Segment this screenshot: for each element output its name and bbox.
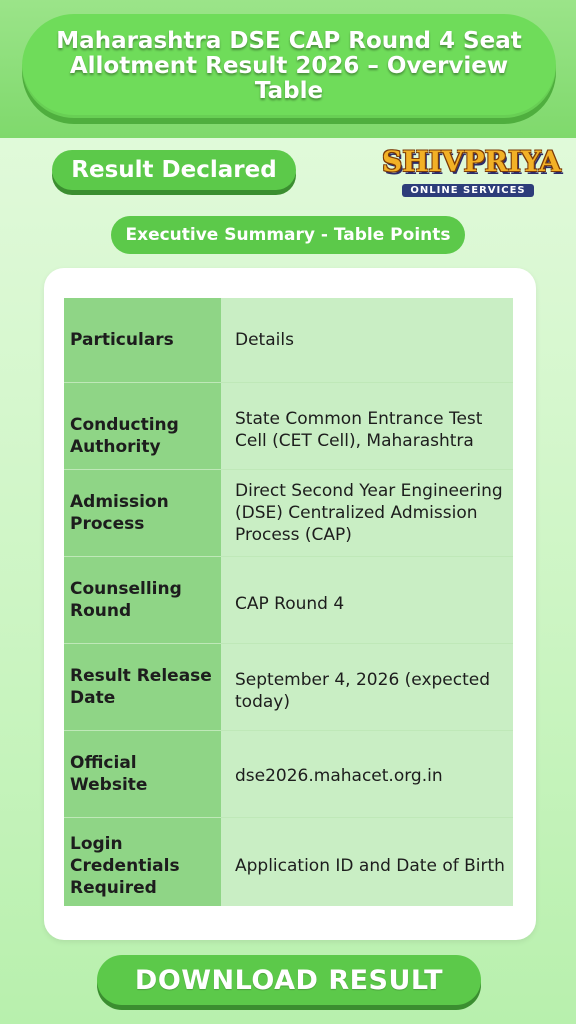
table-row [64, 556, 513, 643]
row-value: September 4, 2026 (expected today) [221, 643, 513, 730]
logo-subtitle: ONLINE SERVICES [402, 184, 533, 197]
table-row [64, 643, 513, 730]
summary-label: Executive Summary - Table Points [111, 216, 465, 254]
title-banner [22, 14, 556, 118]
row-key: Admission Process [64, 469, 221, 556]
overview-table [64, 298, 513, 906]
table-row [64, 298, 513, 382]
logo-text: SHIVPRIYA [382, 145, 561, 178]
row-value: Application ID and Date of Birth [221, 817, 513, 906]
row-key: Counselling Round [64, 556, 221, 643]
row-key: Login Credentials Required [64, 817, 221, 906]
table-row [64, 469, 513, 556]
row-key: Particulars [64, 298, 221, 382]
table-row [64, 382, 513, 469]
row-key: Conducting Authority [64, 382, 221, 469]
row-value: dse2026.mahacet.org.in [221, 730, 513, 817]
row-value: State Common Entrance Test Cell (CET Cell), Maharashtra [221, 382, 513, 469]
table-row [64, 730, 513, 817]
table-row [64, 817, 513, 906]
row-value: CAP Round 4 [221, 556, 513, 643]
row-value: Direct Second Year Engineering (DSE) Centralized Admission Process (CAP) [221, 469, 513, 556]
brand-logo [382, 145, 561, 198]
status-badge: Result Declared [52, 150, 296, 190]
row-value: Details [221, 298, 513, 382]
row-key: Result Release Date [64, 643, 221, 730]
download-result-button[interactable]: DOWNLOAD RESULT [97, 955, 481, 1005]
row-key: Official Website [64, 730, 221, 817]
page-title: Maharashtra DSE CAP Round 4 Seat Allotment Result 2026 – Overview Table [56, 27, 522, 104]
